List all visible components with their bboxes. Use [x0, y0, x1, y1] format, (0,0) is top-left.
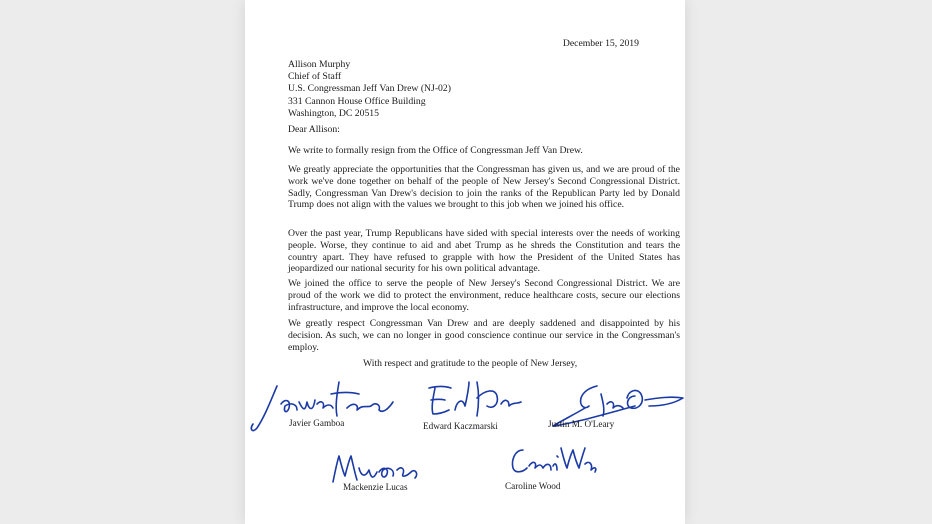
signatory-name-mackenzie-lucas: Mackenzie Lucas: [343, 482, 408, 492]
recipient-street: 331 Cannon House Office Building: [288, 95, 426, 107]
recipient-title: Chief of Staff: [288, 71, 342, 83]
recipient-address: [288, 59, 451, 120]
closing-line: With respect and gratitude to the people of New Jersey,: [363, 358, 578, 369]
signatory-name-edward-kaczmarski: Edward Kaczmarski: [423, 421, 498, 431]
signature-caroline-wood: [507, 442, 597, 482]
signatory-name-justin-oleary: Justin M. O'Leary: [548, 419, 615, 429]
paragraph-4: We joined the office to serve the people of New Jersey's Second Congressional District. We are proud of the work we did to protect the environment, reduce healthcare costs, secure our elections infrastructure, and improve the local economy.: [288, 278, 680, 313]
signatory-name-javier-gamboa: Javier Gamboa: [289, 418, 345, 428]
recipient-office: U.S. Congressman Jeff Van Drew (NJ-02): [288, 83, 451, 95]
signature-edward-kaczmarski: [423, 376, 528, 426]
recipient-city: Washington, DC 20515: [288, 107, 379, 119]
letter-date: December 15, 2019: [562, 38, 639, 49]
signatory-name-caroline-wood: Caroline Wood: [505, 481, 561, 491]
letter-page: [245, 0, 685, 524]
recipient-name: Allison Murphy: [288, 59, 351, 70]
paragraph-5: We greatly respect Congressman Van Drew and are deeply saddened and disappointed by his decision. As such, we can no longer in good conscience continue our service in the Congressman's employ.: [288, 318, 680, 353]
paragraph-2: We greatly appreciate the opportunities that the Congressman has given us, and we are proud of the work we've done together on behalf of the people of New Jersey's Second Congressional District. Sadly, Congressman Van Drew's decision to join the ranks of the Republican Party led by Donald Trump does not align with the values we brought to this job when we joined his office.: [288, 164, 680, 211]
paragraph-1: We write to formally resign from the Office of Congressman Jeff Van Drew.: [288, 145, 583, 156]
paragraph-3: Over the past year, Trump Republicans have sided with special interests over the needs of working people. Worse, they continue to aid and abet Trump as he shreds the Constitution and tears the country apart. They have refused to grapple with how the President of the United States has jeopardized our national security for his own political advantage.: [288, 228, 680, 275]
salutation: Dear Allison:: [288, 124, 340, 135]
